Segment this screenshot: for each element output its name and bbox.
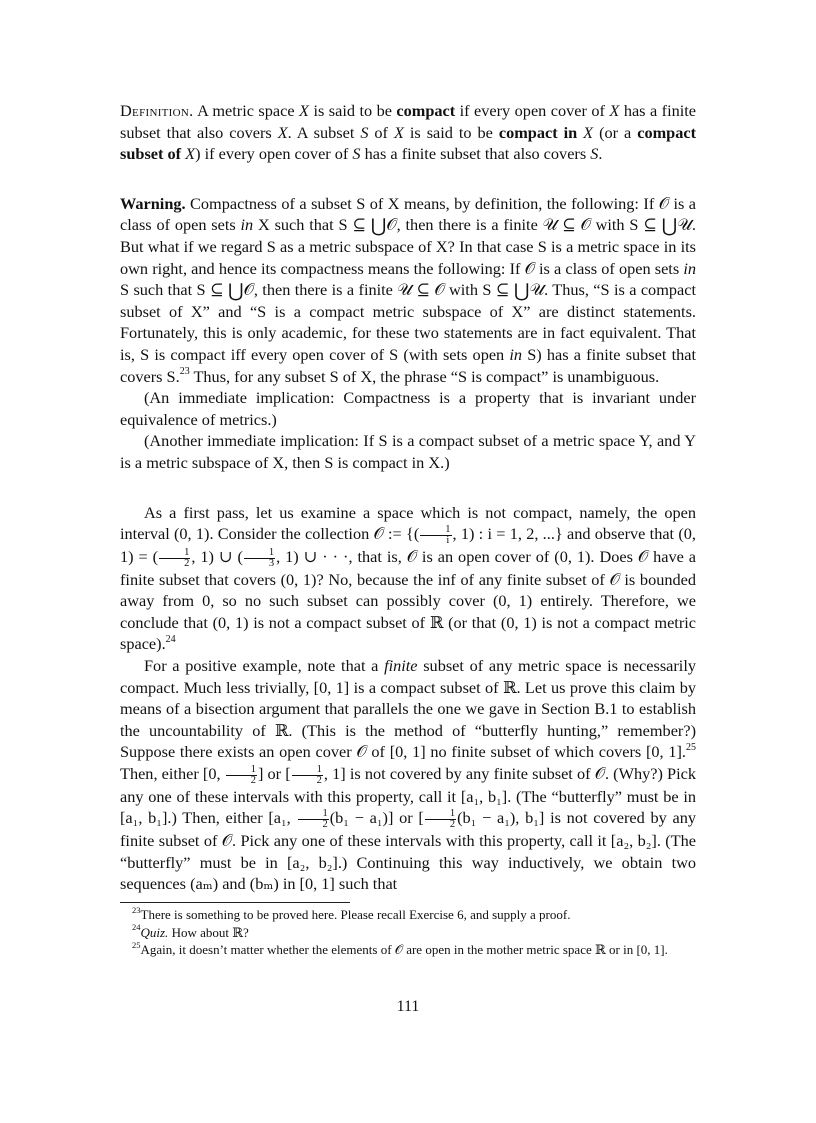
fraction: $\frac{1}{2}$ xyxy=(159,548,190,569)
implication-paragraph-1: (An immediate implication: Compactness is a property that is invariant under equivalence of metrics.) xyxy=(120,388,696,429)
fraction: $\frac{1}{2}$ xyxy=(298,809,329,830)
warning-paragraph: Warning. Compactness of a subset S of X means, by definition, the following: If 𝒪 is a class of open sets in X such that S ⊆ ⋃𝒪, then there is a finite 𝒰 ⊆ 𝒪 with S ⊆ ⋃𝒰. But what if we regard S as a metric subspace of X? In that case S is a metric space in its own right, and hence its compactness means the following: If 𝒪 is a class of open sets in S such that S ⊆ ⋃𝒪, then there is a finite 𝒰 ⊆ 𝒪 with S ⊆ ⋃𝒰. Thus, “S is a compact subset of X” and “S is a compact metric subspace of X” are distinct statements. Fortunately, this is only academic, for these two statements are in fact equivalent. That is, S is compact iff every open cover of S (with sets open in S) has a finite subset that covers S.$^{23}$ Thus, for any subset S of X, the phrase “S is compact” is unambiguous. xyxy=(120,193,696,386)
bigcup-symbol: ⋃ xyxy=(370,216,387,238)
term-compact: compact xyxy=(396,101,456,120)
page-body xyxy=(120,100,696,895)
definition-heading: Definition. xyxy=(120,101,194,120)
definition-paragraph: Definition. A metric space X is said to be compact if every open cover of X has a finite subset that also covers X. A subset S of X is said to be compact in X (or a compact subset of X) if every open cover of S has a finite subset that also covers S. xyxy=(120,101,697,164)
footnote-ref-23: 23 xyxy=(179,366,190,378)
implication-paragraph-2: (Another immediate implication: If S is a compact subset of a metric space Y, and Y is a metric subspace of X, then S is compact in X.) xyxy=(120,431,696,472)
bigcup-symbol: ⋃ xyxy=(227,281,244,303)
fraction: $\frac{1}{3}$ xyxy=(244,548,275,569)
footnote-25: $^{25}$Again, it doesn’t matter whether the elements of 𝒪 are open in the mother metric space ℝ or in [0, 1]. xyxy=(132,939,668,957)
fraction: $\frac{1}{2}$ xyxy=(425,809,456,830)
warning-heading: Warning. xyxy=(120,193,186,213)
footnote-divider xyxy=(120,902,350,903)
footnote-ref-25: 25 xyxy=(686,741,696,753)
term-compact-in: compact in xyxy=(498,122,578,142)
fraction: $\frac{1}{2}$ xyxy=(226,765,257,786)
page-number: 111 xyxy=(396,998,420,1015)
example-open-interval-paragraph: As a first pass, let us examine a space which is not compact, namely, the open interval (0, 1). Consider the collection 𝒪 := {( $\frac{1}{i}$ , 1) : i = 1, 2, ...} and observe that (0, 1) = ( $\frac{1}{2}$ , 1) ∪ ( $\frac{1}{3}$ , 1) ∪ · · ·, that is, 𝒪 is an open cover of (0, 1). Does 𝒪 have a finite subset that covers (0, 1)? No, because the inf of any finite subset of 𝒪 is bounded away from 0, so no such subset can possibly cover (0, 1) entirely. Therefore, we conclude that (0, 1) is not a compact subset of ℝ (or that (0, 1) is not a compact metric space).$^{24}$ xyxy=(120,502,696,654)
footnotes xyxy=(120,906,696,959)
fraction: $\frac{1}{i}$ xyxy=(420,525,451,546)
fraction: $\frac{1}{2}$ xyxy=(292,765,323,786)
bigcup-symbol: ⋃ xyxy=(661,216,678,238)
footnote-ref-24: 24 xyxy=(165,633,176,645)
footnote-23: $^{23}$There is something to be proved here. Please recall Exercise 6, and supply a proof. xyxy=(132,904,571,922)
footnote-24: $^{24}$Quiz. How about ℝ? xyxy=(132,922,249,940)
bigcup-symbol: ⋃ xyxy=(513,281,530,303)
term-compact-subset-of: compact subset of xyxy=(120,122,697,164)
example-closed-interval-paragraph: For a positive example, note that a finite subset of any metric space is necessarily compact. Much less trivially, [0, 1] is a compact subset of ℝ. Let us prove this claim by means of a bisection argument that parallels the one we gave in Section B.1 to establish the uncountability of ℝ. (This is the method of “butterfly hunting,” remember?) Suppose there exists an open cover 𝒪 of [0, 1] no finite subset of which covers [0, 1].$^{25}$ Then, either [0, $\frac{1}{2}$ ] or [ $\frac{1}{2}$ , 1] is not covered by any finite subset of 𝒪. (Why?) Pick any one of these intervals with this property, call it [a₁, b₁]. (The “butterfly” must be in [a₁, b₁].) Then, either [a₁, $\frac{1}{2}$ (b₁ − a₁)] or [ $\frac{1}{2}$ (b₁ − a₁), b₁] is not covered by any finite subset of 𝒪. Pick any one of these intervals with this property, call it [a₂, b₂]. (The “butterfly” must be in [a₂, b₂].) Continuing this way inductively, we obtain two sequences (aₘ) and (bₘ) in [0, 1] such that xyxy=(120,656,697,894)
